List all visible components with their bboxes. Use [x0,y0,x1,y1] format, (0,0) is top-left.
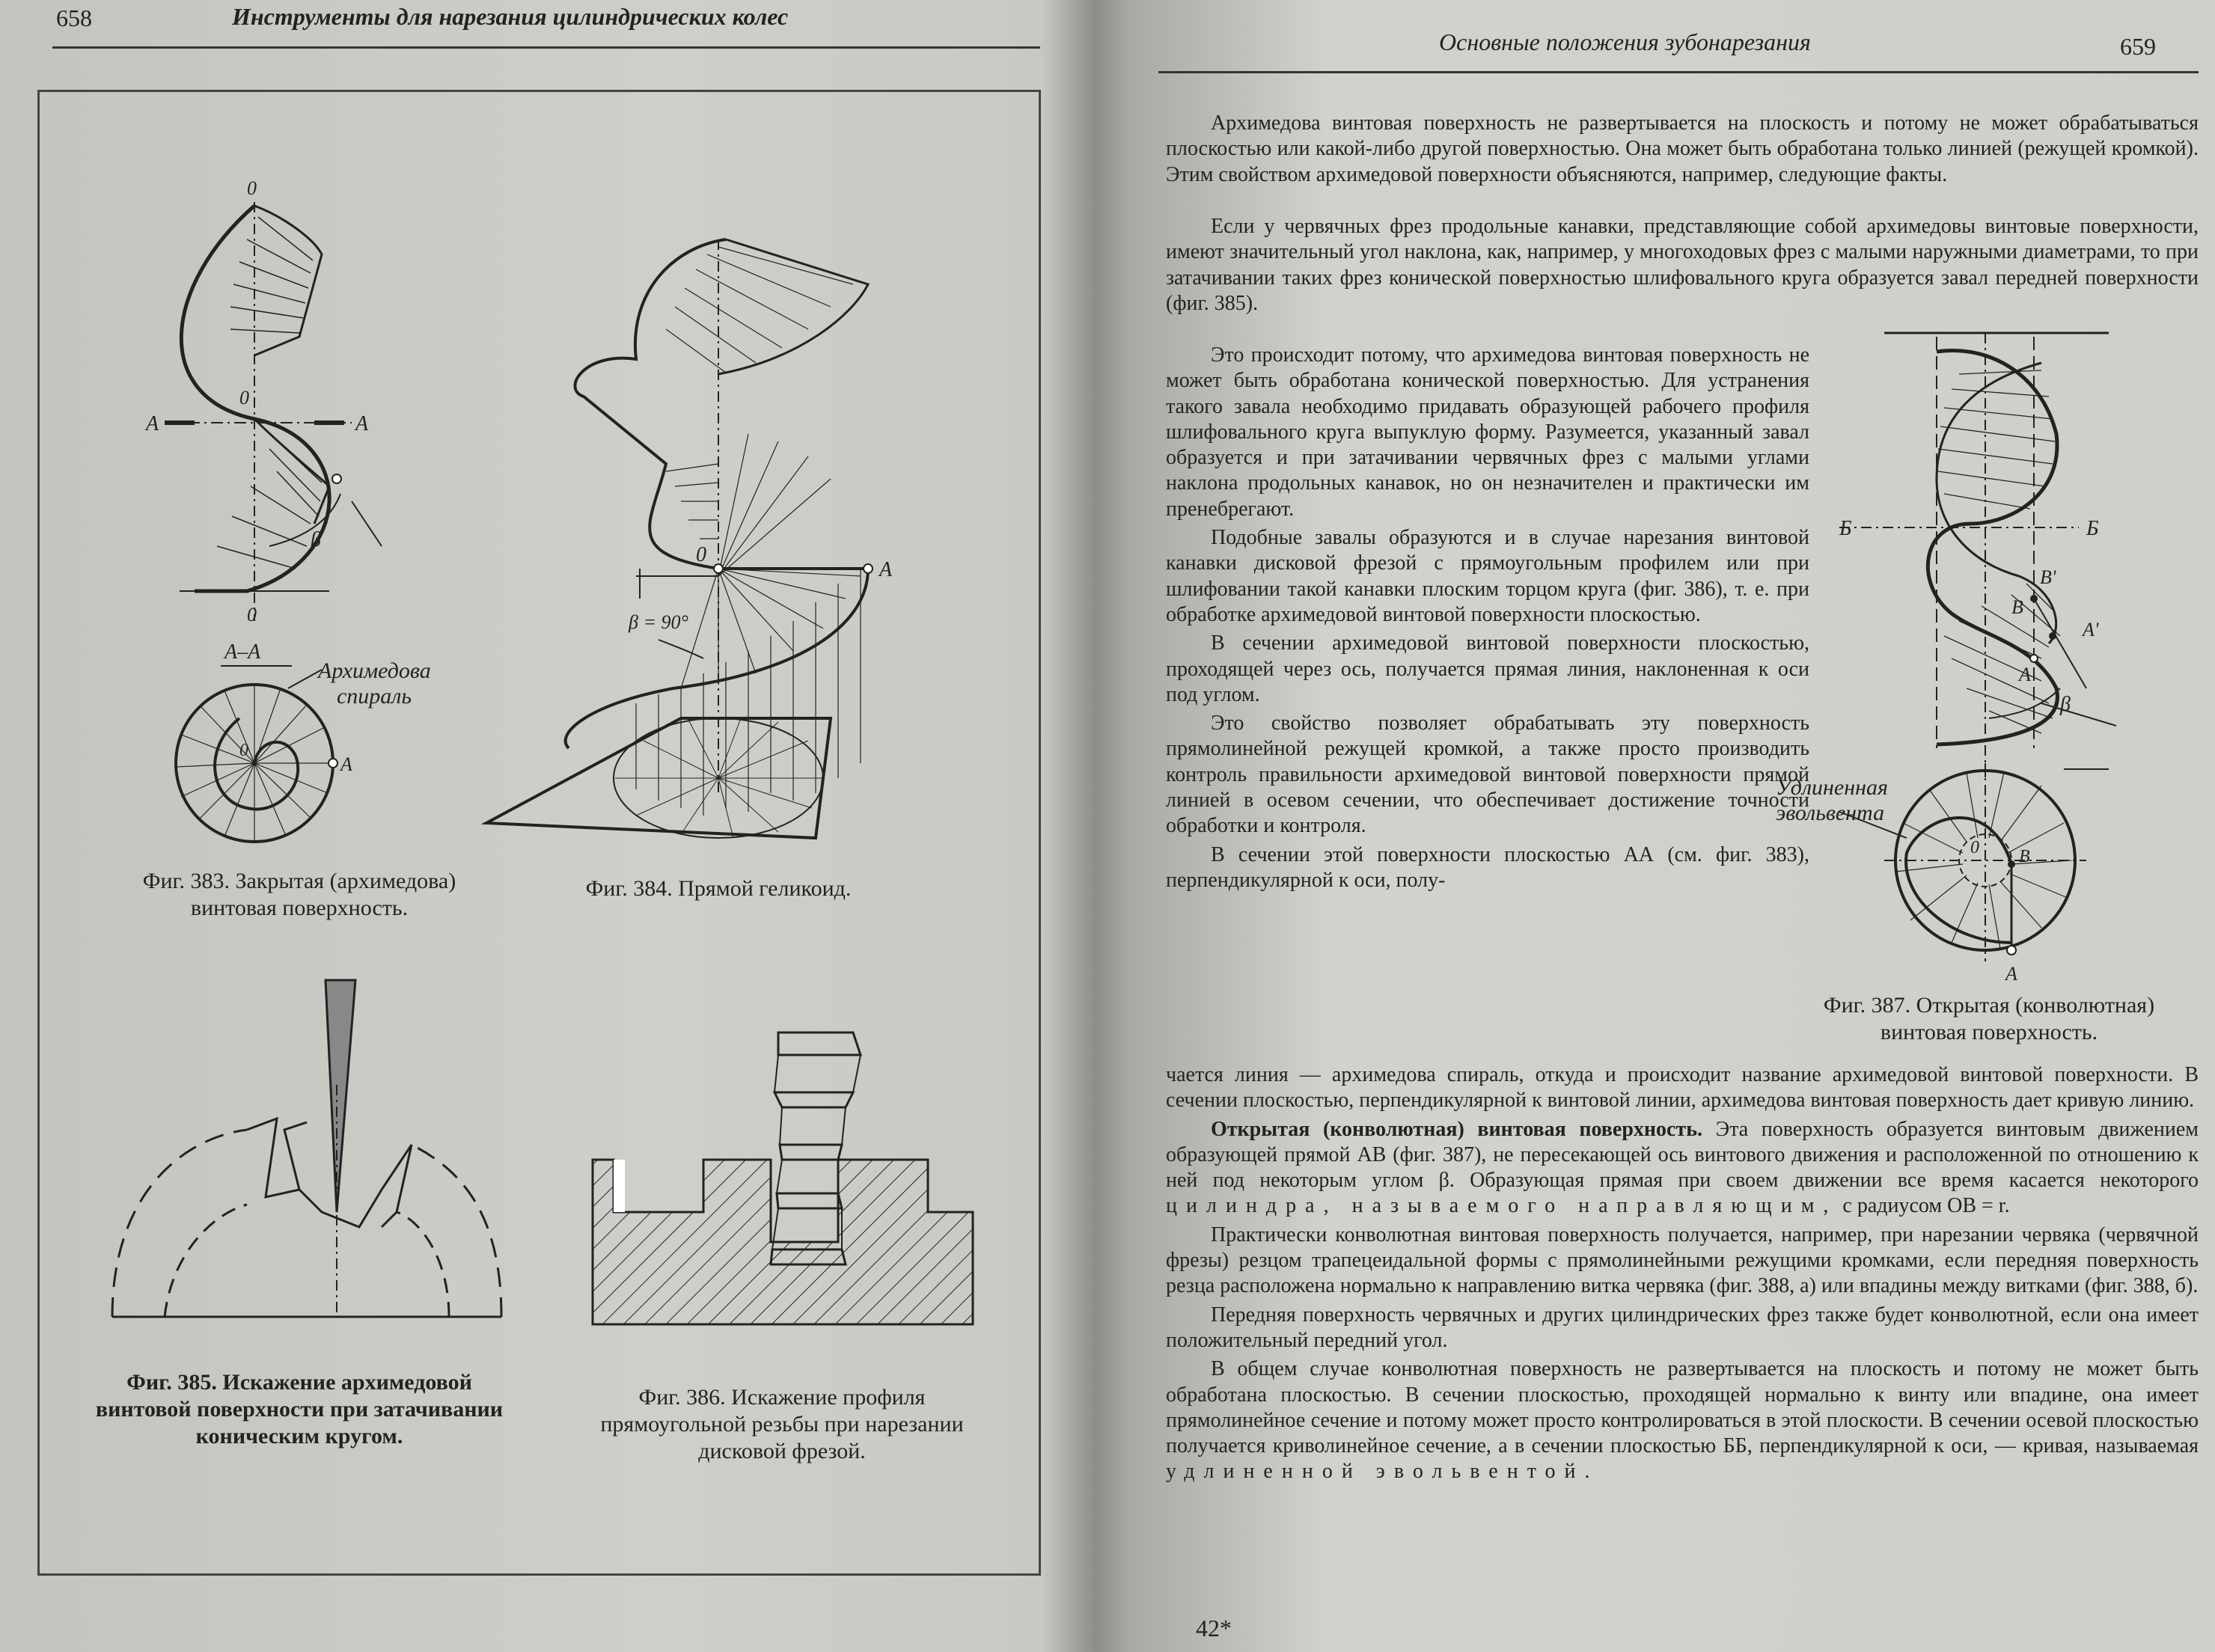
fig383-callout: Архимедова спираль [318,658,431,709]
fig387-label-b-right: Б [2086,517,2099,540]
fig387-label-o: 0 [1970,838,1979,857]
fig383-label-o-bottom: 0 [247,604,257,625]
lower-text [1166,1062,2199,1485]
right-header-rule [1158,71,2199,73]
left-running-title: Инструменты для нарезания цилиндрических колес [232,3,789,30]
paragraph-2: Если у червячных фрез продольные канавки, представляющие собой архимедовы винтовые поверхности, имеют значительный угол наклона, как, например, у многоходовых фрез с малыми наружными диаметрами, то при затачивании таких фрез конической поверхностью шлифовального круга образуется завал передней поверхности (фиг. 385). [1166,215,2199,315]
fig384-drawing [479,224,928,860]
fig385-drawing [97,965,531,1339]
fig387-label-beta: β [2060,693,2071,716]
fig387-callout: Удлиненная эвольвента [1776,775,1888,825]
narrow-paragraph-2: Подобные завалы образуются и в случае нарезания винтовой канавки дисковой фрезой с прямоугольным профилем или при шлифовании такой канавки плоским торцом круга (фиг. 386), т. е. при обработке архимедовой винтовой поверхности плоскостью. [1166,526,1809,626]
continuation-paragraph: чается линия — архимедова спираль, откуда и происходит название архимедовой винтовой поверхности. В сечении плоскостью, перпендикулярной к винтовой линии, архимедова винтовая поверхность дает кривую линию. [1166,1063,2199,1113]
fig387-caption: Фиг. 387. Открытая (конволютная) винтовая поверхность. [1823,993,2155,1044]
fig386-caption: Фиг. 386. Искажение профиля прямоугольной резьбы при нарезании дисковой фрезой. [600,1385,964,1463]
open-surface-text-a: Эта поверхность образуется винтовым движением образующей прямой АВ (фиг. 387), не пересекающей ось винтового движения и расположенной по отношению к ней под некоторым углом β. Образующая прямая при своем движении все время касается некоторого [1166,1117,2199,1193]
left-page [0,0,1100,1652]
narrow-paragraph-5: В сечении этой поверхности плоскостью АА (см. фиг. 383), перпендикулярной к оси, полу- [1166,842,1809,892]
right-page [1106,0,2215,1652]
fig387-label-a: A [2019,664,2031,685]
fig384-label-a: A [879,558,893,581]
fig383-label-o-circle: 0 [239,741,248,760]
narrow-paragraph-1: Это происходит потому, что архимедова винтовая поверхность не может быть обработана конической поверхностью. Для устранения такого завала необходимо придавать образующей рабочего профиля шлифовального круга выпуклую форму. Разумеется, указанный завал образуется и при затачивании червячных фрез с малыми углами наклона продольных канавок, но он незначителен и практически им пренебрегают. [1166,343,1809,521]
fig387-label-b-left: Б [1839,517,1852,540]
fig383-drawing [135,172,404,845]
fig384-label-angle: β = 90° [629,611,688,633]
fig383-label-a-left: A [146,412,159,435]
open-surface-paragraph [1166,1117,2199,1220]
fig383-caption: Фиг. 383. Закрытая (архимедова) винтовая поверхность. [142,869,456,920]
fig387-label-a-circle: A [2005,963,2017,985]
practical-paragraph: Практически конволютная винтовая поверхность получается, например, при нарезании червяка (червячной фрезы) резцом трапецеидальной формы с прямолинейными режущими кромками, если передняя поверхность резца расположена нормально к направлению витка червяка (фиг. 388, а) или впадины между витками (фиг. 388, б). [1166,1223,2199,1298]
open-surface-text-b: с радиусом ОВ = r. [1842,1194,2010,1218]
signature-mark: 42* [1196,1615,1232,1642]
front-surface-paragraph: Передняя поверхность червячных и других цилиндрических фрез также будет конволютной, если она имеет положительный передний угол. [1166,1303,2199,1352]
narrow-column [1166,343,1809,893]
left-page-number: 658 [56,4,92,31]
fig385-caption: Фиг. 385. Искажение архимедовой винтовой поверхности при затачивании коническим кругом. [95,1370,504,1448]
open-surface-spaced: цилиндра, называемого направляющим, [1166,1194,1838,1218]
fig387-drawing [1839,329,2214,988]
fig383-label-o-mid: 0 [239,387,249,409]
narrow-paragraph-4: Это свойство позволяет обрабатывать эту поверхность прямолинейной режущей кромкой, а также просто производить контроль правильности архимедовой винтовой поверхности прямой линией в осевом сечении, что обеспечивает достижение точности обработки и контроля. [1166,712,1809,838]
paragraph-1: Архимедова винтовая поверхность не развертывается на плоскость и потому не может обрабатываться плоскостью или какой-либо другой поверхностью. Она может быть обработана только линией (режущей кромкой). Этим свойством архимедовой поверхности объясняются, например, следующие факты. [1166,111,2199,186]
fig387-label-b: B [2011,596,2023,618]
right-page-number: 659 [2120,33,2156,60]
fig387-label-a-prime: A' [2083,619,2099,640]
narrow-paragraph-3: В сечении архимедовой винтовой поверхности плоскостью, проходящей через ось, получается прямая линия, наклоненная к оси под углом. [1166,631,1809,706]
fig386-drawing [584,1025,988,1339]
general-case-paragraph [1166,1356,2199,1484]
fig383-label-a-circle: A [340,753,352,775]
fig384-caption: Фиг. 384. Прямой геликоид. [585,876,852,901]
fig383-label-a-right: A [355,412,369,435]
open-surface-heading: Открытая (конволютная) винтовая поверхность. [1211,1117,1703,1141]
general-case-spaced: удлиненной эвольвентой. [1166,1460,1599,1484]
fig383-section-label: А–А [224,640,261,664]
fig383-label-o-top: 0 [247,177,257,199]
fig387-label-b-circle: B [2019,847,2030,866]
left-header-rule [52,46,1040,49]
right-running-title: Основные положения зубонарезания [1439,28,1811,55]
general-case-text: В общем случае конволютная поверхность не развертывается на плоскость и потому не может быть обработана плоскостью. В сечении плоскостью, проходящей нормально к винту или впадине, она имеет прямолинейное сечение и потому может просто контролироваться в этой плоскости. В сечении осевой плоскостью получается криволинейное сечение, а в сечении плоскостью ББ, перпендикулярной к оси, — кривая, называемая [1166,1357,2199,1458]
fig383-label-beta: β [311,528,321,551]
fig387-label-b-prime: B' [2040,566,2056,588]
fig384-label-o: 0 [696,543,706,566]
